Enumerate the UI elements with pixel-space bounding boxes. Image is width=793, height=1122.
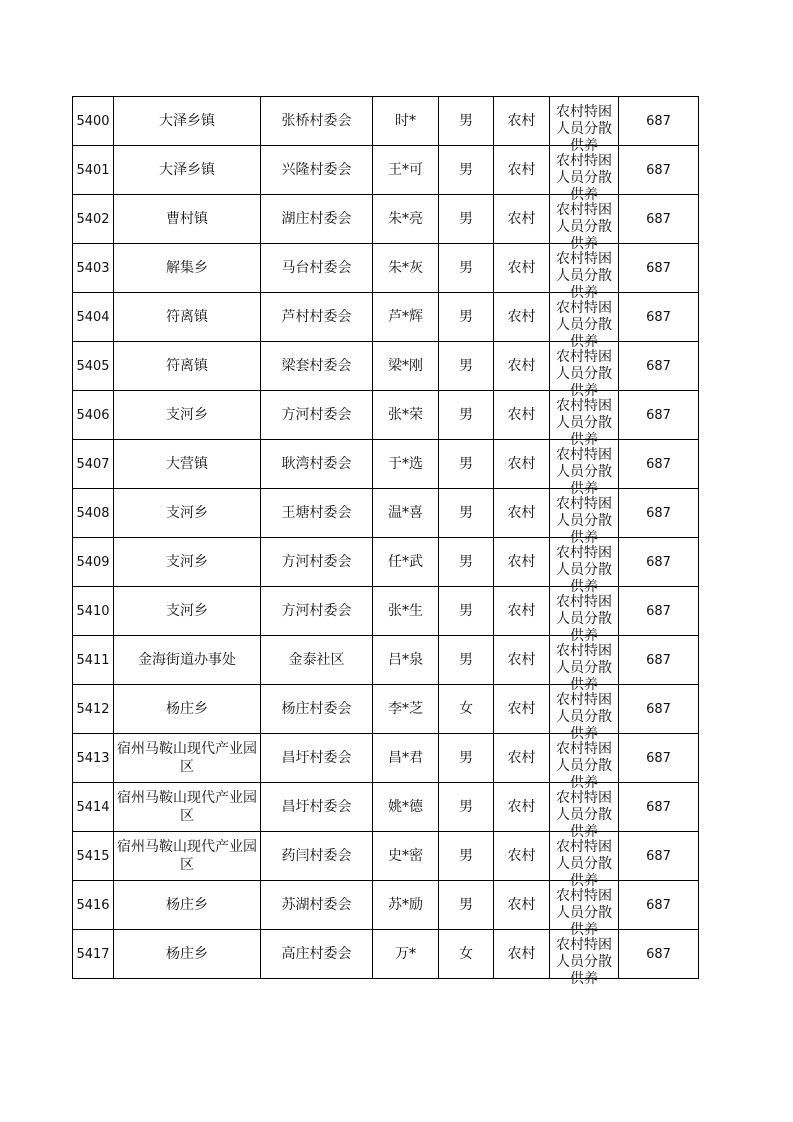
table-row: [73, 195, 699, 244]
person-name-cell: 芦*辉: [373, 293, 439, 342]
gender-cell: 男: [439, 881, 494, 930]
town-cell: 支河乡: [114, 489, 261, 538]
person-name-cell: 昌*君: [373, 734, 439, 783]
residence-type-cell: 农村: [494, 538, 550, 587]
town-cell: 支河乡: [114, 587, 261, 636]
person-name-cell: 于*选: [373, 440, 439, 489]
table-row: [73, 97, 699, 146]
residence-type-cell: 农村: [494, 636, 550, 685]
village-cell: 药闫村委会: [261, 832, 373, 881]
gender-cell: 男: [439, 734, 494, 783]
amount-cell: 687: [619, 195, 699, 244]
village-cell: 耿湾村委会: [261, 440, 373, 489]
person-name-cell: 温*喜: [373, 489, 439, 538]
amount-cell: 687: [619, 881, 699, 930]
record-number-cell: 5408: [73, 489, 114, 538]
record-number-cell: 5402: [73, 195, 114, 244]
town-cell: 宿州马鞍山现代产业园区: [114, 832, 261, 881]
person-name-cell: 王*可: [373, 146, 439, 195]
amount-cell: 687: [619, 342, 699, 391]
person-name-cell: 张*生: [373, 587, 439, 636]
person-name-cell: 朱*灰: [373, 244, 439, 293]
assistance-category-cell: 农村特困人员分散供养: [550, 244, 619, 293]
record-number-cell: 5404: [73, 293, 114, 342]
town-cell: 金海街道办事处: [114, 636, 261, 685]
table-row: [73, 244, 699, 293]
gender-cell: 男: [439, 391, 494, 440]
gender-cell: 男: [439, 293, 494, 342]
table-row: [73, 881, 699, 930]
record-number-cell: 5411: [73, 636, 114, 685]
gender-cell: 男: [439, 244, 494, 293]
amount-cell: 687: [619, 832, 699, 881]
table-row: [73, 342, 699, 391]
table-row: [73, 783, 699, 832]
residence-type-cell: 农村: [494, 881, 550, 930]
table-row: [73, 146, 699, 195]
table-row: [73, 538, 699, 587]
village-cell: 方河村委会: [261, 391, 373, 440]
residence-type-cell: 农村: [494, 587, 550, 636]
record-number-cell: 5417: [73, 930, 114, 979]
amount-cell: 687: [619, 685, 699, 734]
residence-type-cell: 农村: [494, 195, 550, 244]
village-cell: 芦村村委会: [261, 293, 373, 342]
residence-type-cell: 农村: [494, 783, 550, 832]
assistance-category-cell: 农村特困人员分散供养: [550, 636, 619, 685]
record-number-cell: 5416: [73, 881, 114, 930]
amount-cell: 687: [619, 636, 699, 685]
record-number-cell: 5415: [73, 832, 114, 881]
table-row: [73, 685, 699, 734]
table-body: [73, 97, 699, 987]
village-cell: 方河村委会: [261, 587, 373, 636]
person-name-cell: 朱*亮: [373, 195, 439, 244]
gender-cell: 女: [439, 930, 494, 979]
amount-cell: 687: [619, 930, 699, 979]
gender-cell: 男: [439, 538, 494, 587]
table-row: [73, 636, 699, 685]
record-number-cell: 5407: [73, 440, 114, 489]
village-cell: 苏湖村委会: [261, 881, 373, 930]
assistance-category-cell: 农村特困人员分散供养: [550, 538, 619, 587]
person-name-cell: 李*芝: [373, 685, 439, 734]
assistance-category-cell: 农村特困人员分散供养: [550, 97, 619, 146]
amount-cell: 687: [619, 440, 699, 489]
village-cell: 梁套村委会: [261, 342, 373, 391]
village-cell: 昌圩村委会: [261, 783, 373, 832]
town-cell: 宿州马鞍山现代产业园区: [114, 783, 261, 832]
gender-cell: 女: [439, 685, 494, 734]
town-cell: 杨庄乡: [114, 881, 261, 930]
table-row: [73, 440, 699, 489]
amount-cell: 687: [619, 146, 699, 195]
table-row: [73, 489, 699, 538]
town-cell: 大营镇: [114, 440, 261, 489]
village-cell: 昌圩村委会: [261, 734, 373, 783]
person-name-cell: 梁*刚: [373, 342, 439, 391]
residence-type-cell: 农村: [494, 832, 550, 881]
person-name-cell: 姚*德: [373, 783, 439, 832]
gender-cell: 男: [439, 146, 494, 195]
residence-type-cell: 农村: [494, 244, 550, 293]
village-cell: 高庄村委会: [261, 930, 373, 979]
table-row: [73, 293, 699, 342]
village-cell: 张桥村委会: [261, 97, 373, 146]
amount-cell: 687: [619, 734, 699, 783]
gender-cell: 男: [439, 97, 494, 146]
assistance-category-cell: 农村特困人员分散供养: [550, 783, 619, 832]
amount-cell: 687: [619, 489, 699, 538]
village-cell: 方河村委会: [261, 538, 373, 587]
record-number-cell: 5400: [73, 97, 114, 146]
person-name-cell: 任*武: [373, 538, 439, 587]
assistance-category-cell: 农村特困人员分散供养: [550, 881, 619, 930]
amount-cell: 687: [619, 783, 699, 832]
residence-type-cell: 农村: [494, 97, 550, 146]
table-row: [73, 734, 699, 783]
assistance-category-cell: 农村特困人员分散供养: [550, 930, 619, 979]
town-cell: 支河乡: [114, 538, 261, 587]
record-number-cell: 5413: [73, 734, 114, 783]
assistance-category-cell: 农村特困人员分散供养: [550, 587, 619, 636]
record-number-cell: 5409: [73, 538, 114, 587]
table-row: [73, 930, 699, 979]
residence-type-cell: 农村: [494, 342, 550, 391]
record-number-cell: 5403: [73, 244, 114, 293]
town-cell: 曹村镇: [114, 195, 261, 244]
town-cell: 解集乡: [114, 244, 261, 293]
table-row: [73, 832, 699, 881]
town-cell: 大泽乡镇: [114, 97, 261, 146]
record-number-cell: 5412: [73, 685, 114, 734]
village-cell: 杨庄村委会: [261, 685, 373, 734]
village-cell: 王塘村委会: [261, 489, 373, 538]
residence-type-cell: 农村: [494, 440, 550, 489]
village-cell: 湖庄村委会: [261, 195, 373, 244]
record-number-cell: 5401: [73, 146, 114, 195]
assistance-category-cell: 农村特困人员分散供养: [550, 195, 619, 244]
amount-cell: 687: [619, 391, 699, 440]
amount-cell: 687: [619, 587, 699, 636]
assistance-category-cell: 农村特困人员分散供养: [550, 342, 619, 391]
person-name-cell: 万*: [373, 930, 439, 979]
assistance-category-cell: 农村特困人员分散供养: [550, 293, 619, 342]
gender-cell: 男: [439, 195, 494, 244]
town-cell: 杨庄乡: [114, 685, 261, 734]
amount-cell: 687: [619, 538, 699, 587]
residence-type-cell: 农村: [494, 391, 550, 440]
records-table: [72, 96, 699, 987]
residence-type-cell: 农村: [494, 930, 550, 979]
assistance-category-cell: 农村特困人员分散供养: [550, 489, 619, 538]
residence-type-cell: 农村: [494, 734, 550, 783]
gender-cell: 男: [439, 832, 494, 881]
gender-cell: 男: [439, 342, 494, 391]
residence-type-cell: 农村: [494, 146, 550, 195]
village-cell: 金泰社区: [261, 636, 373, 685]
record-number-cell: 5405: [73, 342, 114, 391]
town-cell: 支河乡: [114, 391, 261, 440]
table-row: [73, 587, 699, 636]
town-cell: 杨庄乡: [114, 930, 261, 979]
village-cell: 兴隆村委会: [261, 146, 373, 195]
assistance-category-cell: 农村特困人员分散供养: [550, 734, 619, 783]
residence-type-cell: 农村: [494, 489, 550, 538]
person-name-cell: 时*: [373, 97, 439, 146]
record-number-cell: 5414: [73, 783, 114, 832]
record-number-cell: 5410: [73, 587, 114, 636]
gender-cell: 男: [439, 587, 494, 636]
village-cell: 马台村委会: [261, 244, 373, 293]
town-cell: 大泽乡镇: [114, 146, 261, 195]
town-cell: 符离镇: [114, 293, 261, 342]
person-name-cell: 张*荣: [373, 391, 439, 440]
assistance-category-cell: 农村特困人员分散供养: [550, 832, 619, 881]
assistance-category-cell: 农村特困人员分散供养: [550, 685, 619, 734]
assistance-category-cell: 农村特困人员分散供养: [550, 391, 619, 440]
table-row: [73, 391, 699, 440]
town-cell: 符离镇: [114, 342, 261, 391]
amount-cell: 687: [619, 97, 699, 146]
amount-cell: 687: [619, 244, 699, 293]
person-name-cell: 吕*泉: [373, 636, 439, 685]
residence-type-cell: 农村: [494, 293, 550, 342]
amount-cell: 687: [619, 293, 699, 342]
gender-cell: 男: [439, 636, 494, 685]
town-cell: 宿州马鞍山现代产业园区: [114, 734, 261, 783]
person-name-cell: 史*密: [373, 832, 439, 881]
gender-cell: 男: [439, 783, 494, 832]
person-name-cell: 苏*励: [373, 881, 439, 930]
record-number-cell: 5406: [73, 391, 114, 440]
gender-cell: 男: [439, 440, 494, 489]
assistance-category-cell: 农村特困人员分散供养: [550, 146, 619, 195]
assistance-category-cell: 农村特困人员分散供养: [550, 440, 619, 489]
gender-cell: 男: [439, 489, 494, 538]
residence-type-cell: 农村: [494, 685, 550, 734]
